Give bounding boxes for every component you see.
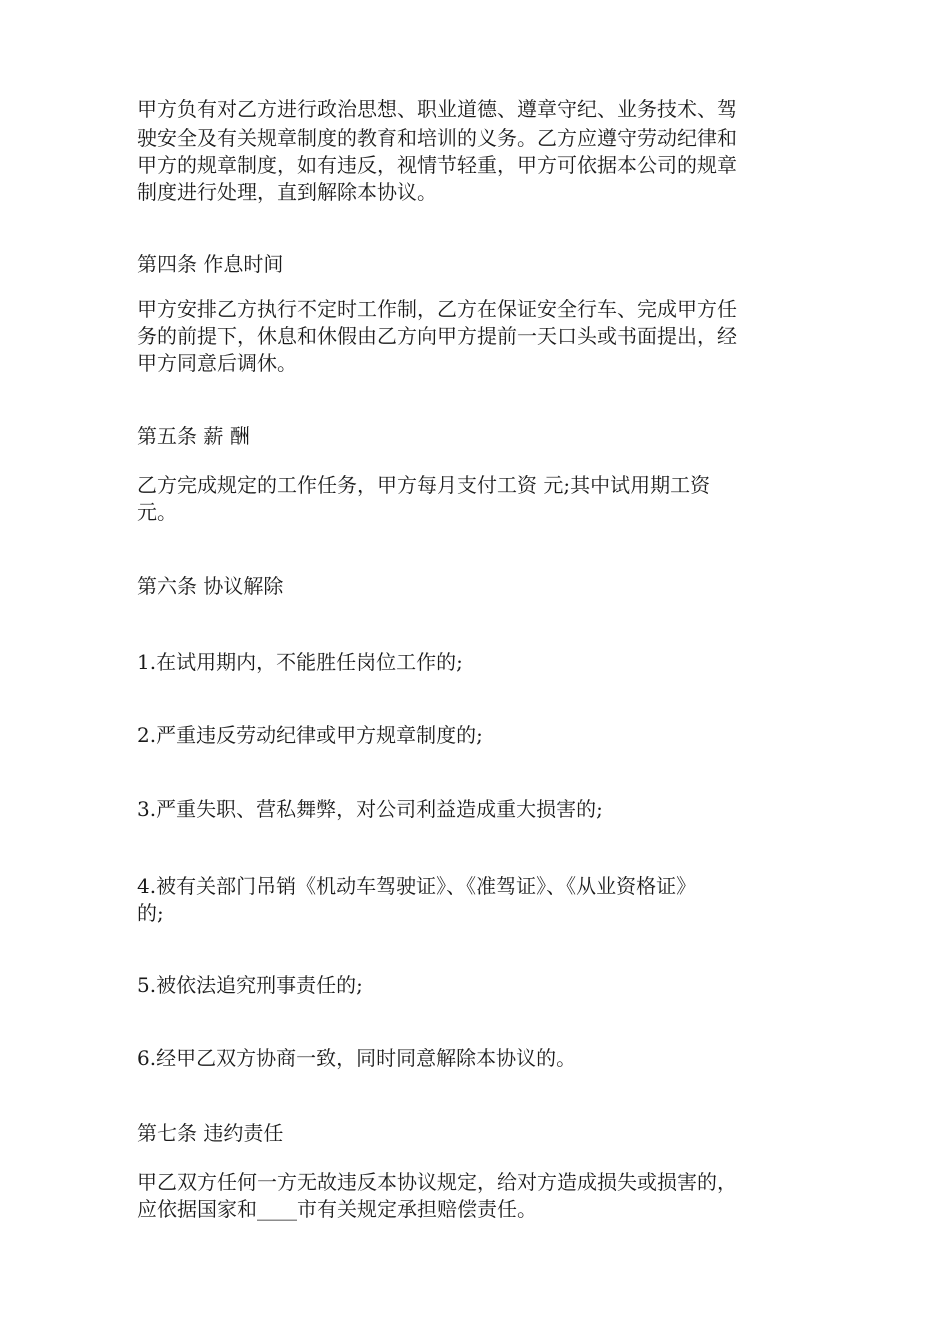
article-5-line-2: 元。 — [137, 500, 177, 524]
intro-line-4: 制度进行处理，直到解除本协议。 — [137, 180, 437, 204]
article-4-line-1: 甲方安排乙方执行不定时工作制，乙方在保证安全行车、完成甲方任 — [137, 297, 737, 321]
article-6-item-4-line-1: 4.被有关部门吊销《机动车驾驶证》、《准驾证》、《从业资格证》 — [137, 874, 697, 898]
article-6-heading: 第六条 协议解除 — [137, 574, 284, 598]
article-6-item-3: 3.严重失职、营私舞弊，对公司利益造成重大损害的; — [137, 797, 603, 821]
article-7-line-1: 甲乙双方任何一方无故违反本协议规定，给对方造成损失或损害的， — [137, 1170, 737, 1194]
article-6-item-2: 2.严重违反劳动纪律或甲方规章制度的; — [137, 723, 483, 747]
article-6-item-5: 5.被依法追究刑事责任的; — [137, 973, 363, 997]
article-7-heading: 第七条 违约责任 — [137, 1121, 284, 1145]
article-6-item-6: 6.经甲乙双方协商一致，同时同意解除本协议的。 — [137, 1046, 577, 1070]
article-5-heading: 第五条 薪 酬 — [137, 424, 250, 448]
article-4-heading: 第四条 作息时间 — [137, 252, 284, 276]
article-5-line-1: 乙方完成规定的工作任务，甲方每月支付工资 元;其中试用期工资 — [137, 473, 711, 497]
article-4-line-2: 务的前提下，休息和休假由乙方向甲方提前一天口头或书面提出，经 — [137, 324, 737, 348]
intro-line-1: 甲方负有对乙方进行政治思想、职业道德、遵章守纪、业务技术、驾 — [137, 97, 737, 121]
article-6-item-4-line-2: 的; — [137, 901, 164, 925]
intro-line-2: 驶安全及有关规章制度的教育和培训的义务。乙方应遵守劳动纪律和 — [137, 126, 737, 150]
article-7-line-2: 应依据国家和____市有关规定承担赔偿责任。 — [137, 1197, 537, 1221]
intro-line-3: 甲方的规章制度，如有违反，视情节轻重，甲方可依据本公司的规章 — [137, 153, 737, 177]
article-6-item-1: 1.在试用期内，不能胜任岗位工作的; — [137, 650, 463, 674]
article-4-line-3: 甲方同意后调休。 — [137, 351, 297, 375]
